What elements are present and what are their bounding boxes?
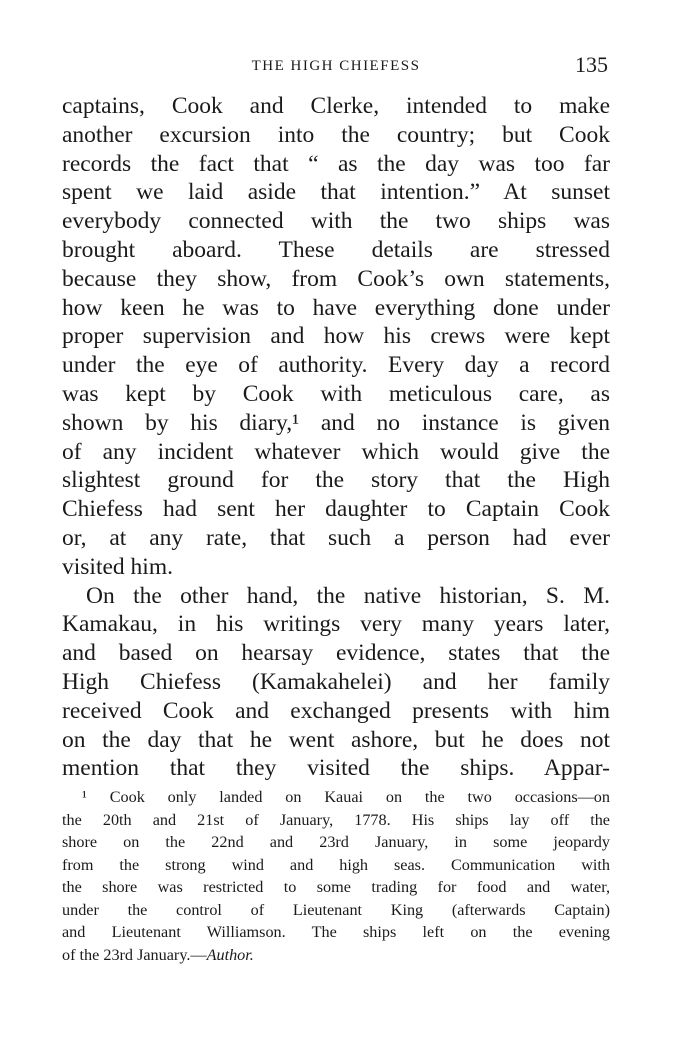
- footnote: [62, 786, 610, 966]
- running-head: THE HIGH CHIEFESS: [251, 58, 421, 74]
- footnote-line: the shore was restricted to some trading for food and water,: [62, 878, 610, 896]
- page-number: 135: [575, 52, 608, 77]
- text-line: brought aboard. These details are stressed: [62, 236, 610, 263]
- text-line: was kept by Cook with meticulous care, as: [62, 380, 610, 407]
- footnote-line-last: [62, 944, 610, 967]
- footnote-attribution: Author.: [206, 945, 254, 964]
- text-line: another excursion into the country; but Cook: [62, 121, 610, 148]
- page-header: [62, 52, 610, 82]
- text-line: Kamakau, in his writings very many years later,: [62, 611, 610, 638]
- footnote-line: and Lieutenant Williamson. The ships left on the evening: [62, 923, 610, 941]
- text-line: under the eye of authority. Every day a record: [62, 352, 610, 379]
- text-line: mention that they visited the ships. Appar-: [62, 755, 610, 782]
- text-line: On the other hand, the native historian, S. M.: [86, 582, 610, 609]
- footnote-line: under the control of Lieutenant King (afterwards Captain): [62, 900, 610, 919]
- text-line: everybody connected with the two ships was: [62, 208, 610, 235]
- text-line: on the day that he went ashore, but he does not: [62, 726, 610, 753]
- footnote-line: ¹ Cook only landed on Kauai on the two occasions—on: [82, 788, 610, 806]
- text-line: received Cook and exchanged presents with him: [62, 697, 610, 724]
- text-line: of any incident whatever which would give the: [62, 438, 610, 465]
- text-line: proper supervision and how his crews were kept: [62, 323, 610, 350]
- text-line: spent we laid aside that intention.” At sunset: [62, 179, 610, 206]
- text-line: records the fact that “ as the day was too far: [62, 150, 610, 177]
- text-line: because they show, from Cook’s own statements,: [62, 265, 610, 292]
- text-line: how keen he was to have everything done under: [62, 294, 610, 321]
- text-line: slightest ground for the story that the High: [62, 467, 610, 494]
- text-line: High Chiefess (Kamakahelei) and her family: [62, 668, 610, 695]
- body-text: [62, 92, 610, 783]
- text-line: and based on hearsay evidence, states that the: [62, 640, 610, 667]
- footnote-line: from the strong wind and high seas. Communication with: [62, 855, 610, 874]
- text-line: shown by his diary,¹ and no instance is given: [62, 409, 610, 436]
- footnote-line: the 20th and 21st of January, 1778. His ships lay off the: [62, 810, 610, 829]
- text-line: visited him.: [62, 553, 173, 580]
- book-page: [62, 0, 610, 1038]
- footnote-text: of the 23rd January.—: [62, 945, 207, 964]
- text-line: Chiefess had sent her daughter to Captain Cook: [62, 496, 610, 523]
- text-line: captains, Cook and Clerke, intended to make: [62, 93, 610, 119]
- text-line: or, at any rate, that such a person had ever: [62, 524, 610, 551]
- footnote-line: shore on the 22nd and 23rd January, in some jeopardy: [62, 833, 610, 851]
